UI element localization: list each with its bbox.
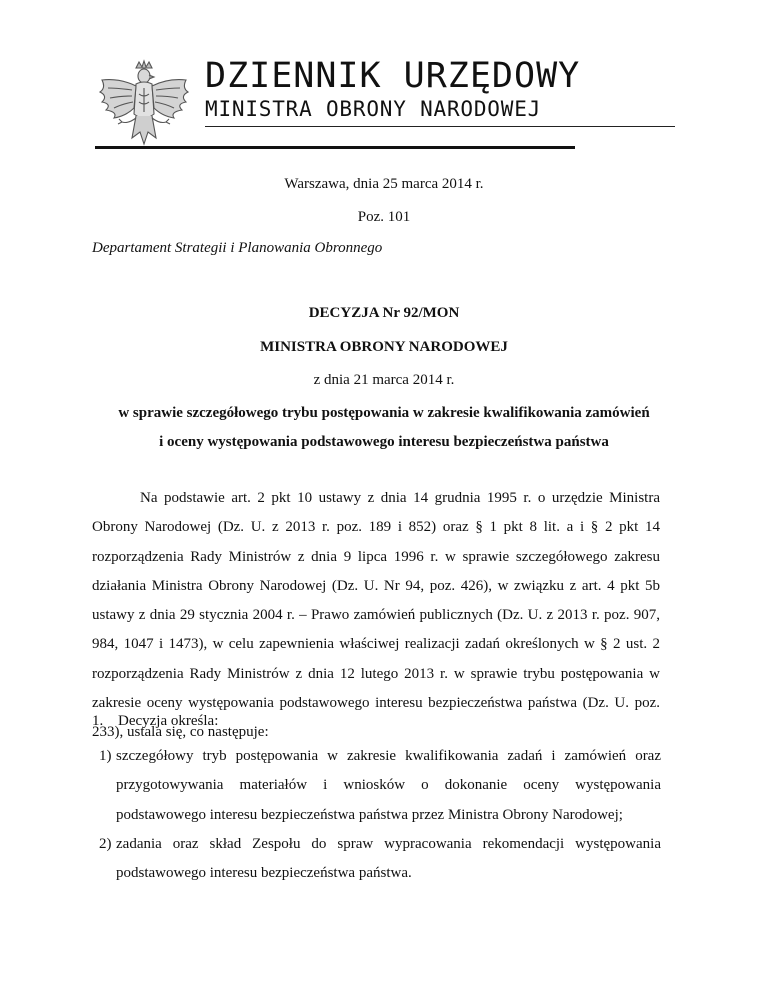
department-name: Departament Strategii i Planowania Obronnego [92,240,383,256]
masthead-thick-rule [95,146,575,149]
point-1 [92,711,218,731]
list-item-text: szczegółowy tryb postępowania w zakresie kwalifikowania zadań i zamówień oraz przygotowywania materiałów i wniosków o dokonanie oceny występowania podstawowego interesu bezpieczeństwa państwa przez Ministra Obrony Narodowej; [116,748,661,823]
position-number: Poz. 101 [357,209,411,225]
decision-date: z dnia 21 marca 2014 r. [313,372,455,388]
point-1-text: Decyzja określa: [118,713,219,729]
point-1-number: 1. [92,713,104,729]
masthead-thin-rule [205,126,675,127]
list-item [99,742,661,830]
list-item-number: 2) [99,836,112,852]
decision-subject-line-1: w sprawie szczegółowego trybu postępowania w zakresie kwalifikowania zamówień [118,405,650,421]
polish-eagle-emblem-icon [92,58,196,154]
decision-subject-line-2: i oceny występowania podstawowego interesu bezpieczeństwa państwa [159,434,609,450]
legal-basis-paragraph: Na podstawie art. 2 pkt 10 ustawy z dnia 14 grudnia 1995 r. o urzędzie Ministra Obrony Narodowej (Dz. U. z 2013 r. poz. 189 i 852) oraz § 1 pkt 8 lit. a i § 2 pkt 14 rozporządzenia Rady Ministrów z dnia 9 lipca 1996 r. w sprawie szczegółowego zakresu działania Ministra Obrony Narodowej (Dz. U. Nr 94, poz. 426), w związku z art. 4 pkt 5b ustawy z dnia 29 stycznia 2004 r. – Prawo zamówień publicznych (Dz. U. z 2013 r. poz. 907, 984, 1047 i 1473), w celu zapewnienia właściwej realizacji zadań określonych w § 2 ust. 2 rozporządzenia Rady Ministrów z dnia 12 lutego 2013 r. w sprawie trybu postępowania w zakresie oceny występowania podstawowego interesu bezpieczeństwa państwa (Dz. U. poz. 233), ustala się, co następuje: [92,490,660,741]
journal-title: DZIENNIK URZĘDOWY [205,56,581,96]
list-item-text: zadania oraz skład Zespołu do spraw wypracowania rekomendacji występowania podstawowego interesu bezpieczeństwa państwa. [116,836,661,882]
decision-number: DECYZJA Nr 92/MON [308,305,460,321]
journal-subtitle: MINISTRA OBRONY NARODOWEJ [205,97,542,121]
list-item [99,830,661,889]
list-item-number: 1) [99,748,112,764]
decision-issuer: MINISTRA OBRONY NARODOWEJ [260,339,508,355]
place-date: Warszawa, dnia 25 marca 2014 r. [284,176,484,192]
